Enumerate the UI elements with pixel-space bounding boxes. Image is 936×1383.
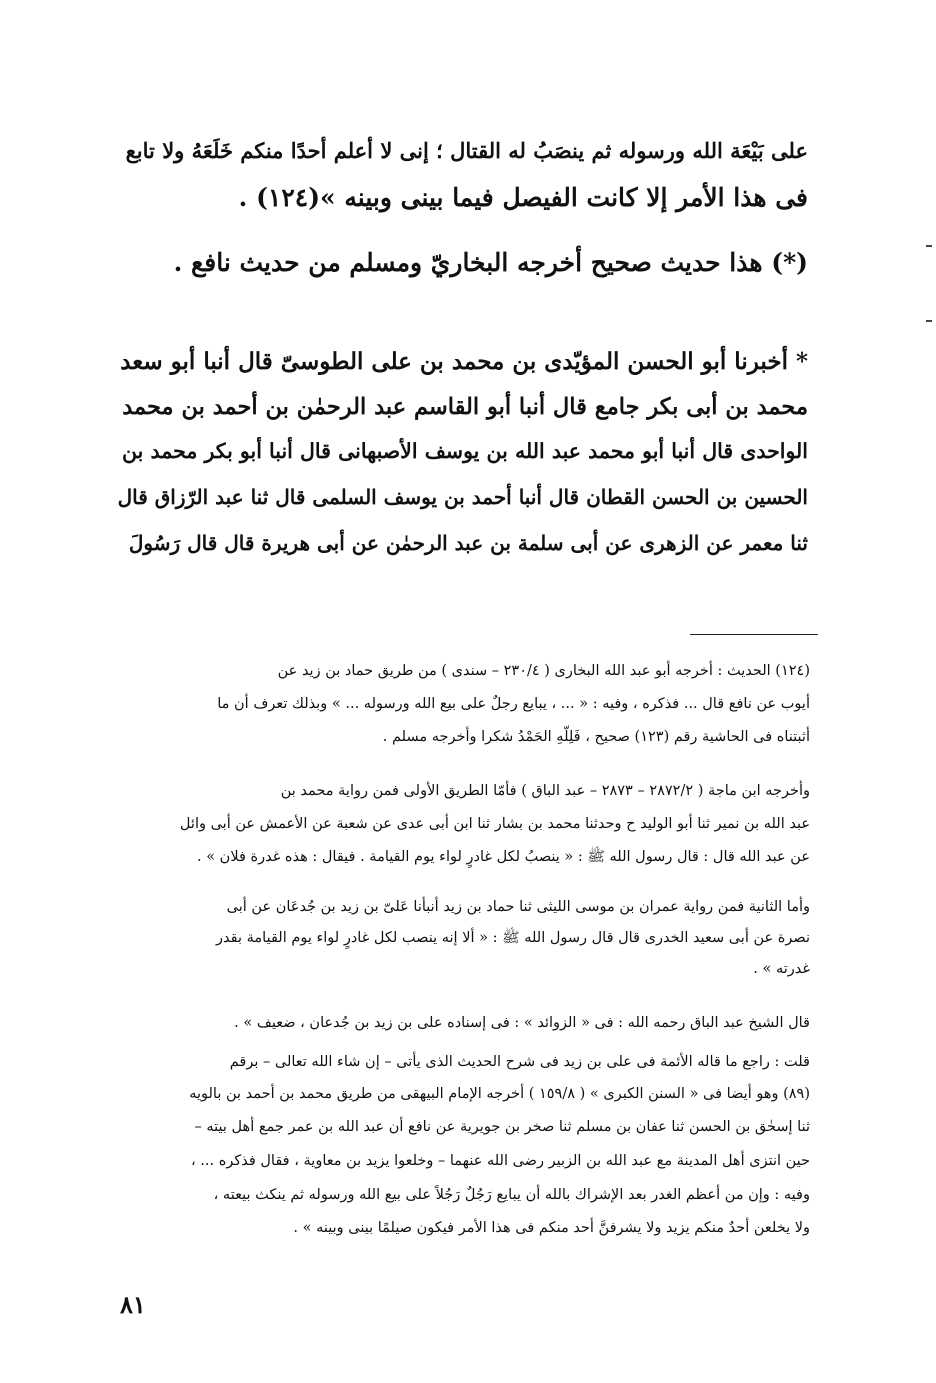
footnote-line: أثبتناه فى الحاشية رقم (١٢٣) صحيح ، فَلِلّهِ الحَمْدُ شكرا وأخرجه مسلم . [382, 729, 810, 745]
body-line: على بَيْعَة الله ورسوله ثم ينصَبُ له القتال ؛ إنى لا أعلم أحدًا منكم خَلَعَهُ ولا تابع [125, 138, 808, 163]
page-number: ٨١ [120, 1290, 146, 1319]
footnote-line: ولا يخلعن أحدٌ منكم يزيد ولا يشرفنَّ أحد منكم فى هذا الأمر فيكون صيلمًا بينى وبينه » . [293, 1220, 810, 1236]
scan-mark [926, 320, 932, 322]
footnote-line: قلت : راجع ما قاله الأئمة فى على بن زيد فى شرح الحديث الذى يأتى – إن شاء الله تعالى – برقم [229, 1054, 810, 1070]
footnote-separator [690, 634, 818, 635]
body-line: الحسين بن الحسن القطان قال أنبا أحمد بن يوسف السلمى قال ثنا عبد الرّزاق قال [117, 485, 808, 509]
body-line: فى هذا الأمر إلا كانت الفيصل فيما بينى وبينه »(١٢٤) . [238, 183, 808, 212]
body-line: ثنا معمر عن الزهرى عن أبى سلمة بن عبد الرحمٰن عن أبى هريرة قال قال رَسُولَ [128, 531, 808, 555]
footnote-line: ثنا إسحٰق بن الحسن ثنا عفان بن مسلم ثنا صخر بن جويرية عن نافع أن عبد الله بن عمر جمع أهل بيته – [194, 1119, 810, 1135]
body-line: الواحدى قال أنبا أبو محمد عبد الله بن يوسف الأصبهانى قال أنبا أبو بكر محمد بن [122, 439, 808, 463]
footnote-line: حين انتزى أهل المدينة مع عبد الله بن الزبير رضى الله عنهما – وخلعوا يزيد بن معاوية ، فقال فذكره ... ، [191, 1153, 810, 1169]
footnote-line: وفيه : وإن من أعظم الغدر بعد الإشراك بالله أن يبايع رَجُلٌ رَجُلاً على بيع الله ورسوله ثم ينكث بيعته ، [213, 1187, 810, 1203]
footnote-line: نصرة عن أبى سعيد الخدرى قال قال رسول الله ﷺ : « ألا إنه ينصب لكل غادرٍ لواء يوم القيامة بقدر [216, 930, 810, 946]
footnote-line: أيوب عن نافع قال ... فذكره ، وفيه : « ... ، يبايع رجلٌ على بيع الله ورسوله ... » وبذلك تعرف أن ما [217, 696, 810, 712]
footnote-line: (١٢٤) الحديث : أخرجه أبو عبد الله البخارى ( ٢٣٠/٤ – سندى ) من طريق حماد بن زيد عن [277, 663, 810, 679]
body-line: * أخبرنا أبو الحسن المؤيّدى بن محمد بن على الطوسىّ قال أنبا أبو سعد [120, 348, 808, 375]
footnote-line: قال الشيخ عبد الباق رحمه الله : فى « الزوائد » : فى إسناده على بن زيد بن جُدعان ، ضعيف » . [234, 1015, 810, 1031]
footnote-line: وأما الثانية فمن رواية عمران بن موسى الليثى ثنا حماد بن زيد أنبأنا عَلىّ بن زيد بن جُدعَان عن أبى [226, 899, 810, 915]
body-line: محمد بن أبى بكر جامع قال أنبا أبو القاسم عبد الرحمٰن بن أحمد بن محمد [122, 394, 808, 420]
footnote-line: (٨٩) وهو أيضا فى « السنن الكبرى » ( ١٥٩/٨ ) أخرجه الإمام البيهقى من طريق محمد بن أحمد بن بالويه [189, 1086, 810, 1102]
footnote-line: غدرته » . [753, 961, 810, 977]
body-note-line: (*) هذا حديث صحيح أخرجه البخاريّ ومسلم من حديث نافع . [173, 248, 808, 277]
footnote-line: عن عبد الله قال : قال رسول الله ﷺ : « ينصبُ لكل غادرٍ لواء يوم القيامة . فيقال : هذه غدرة فلان » . [196, 849, 810, 865]
footnote-line: وأخرجه ابن ماجة ( ٢٨٧٢/٢ – ٢٨٧٣ – عبد الباق ) فأمّا الطريق الأولى فمن رواية محمد بن [280, 783, 810, 799]
footnote-line: عبد الله بن نمير ثنا أبو الوليد ح وحدثنا محمد بن بشار ثنا ابن أبى عدى عن شعبة عن الأعمش عن أبى وائل [179, 816, 810, 832]
scan-mark [926, 245, 932, 247]
